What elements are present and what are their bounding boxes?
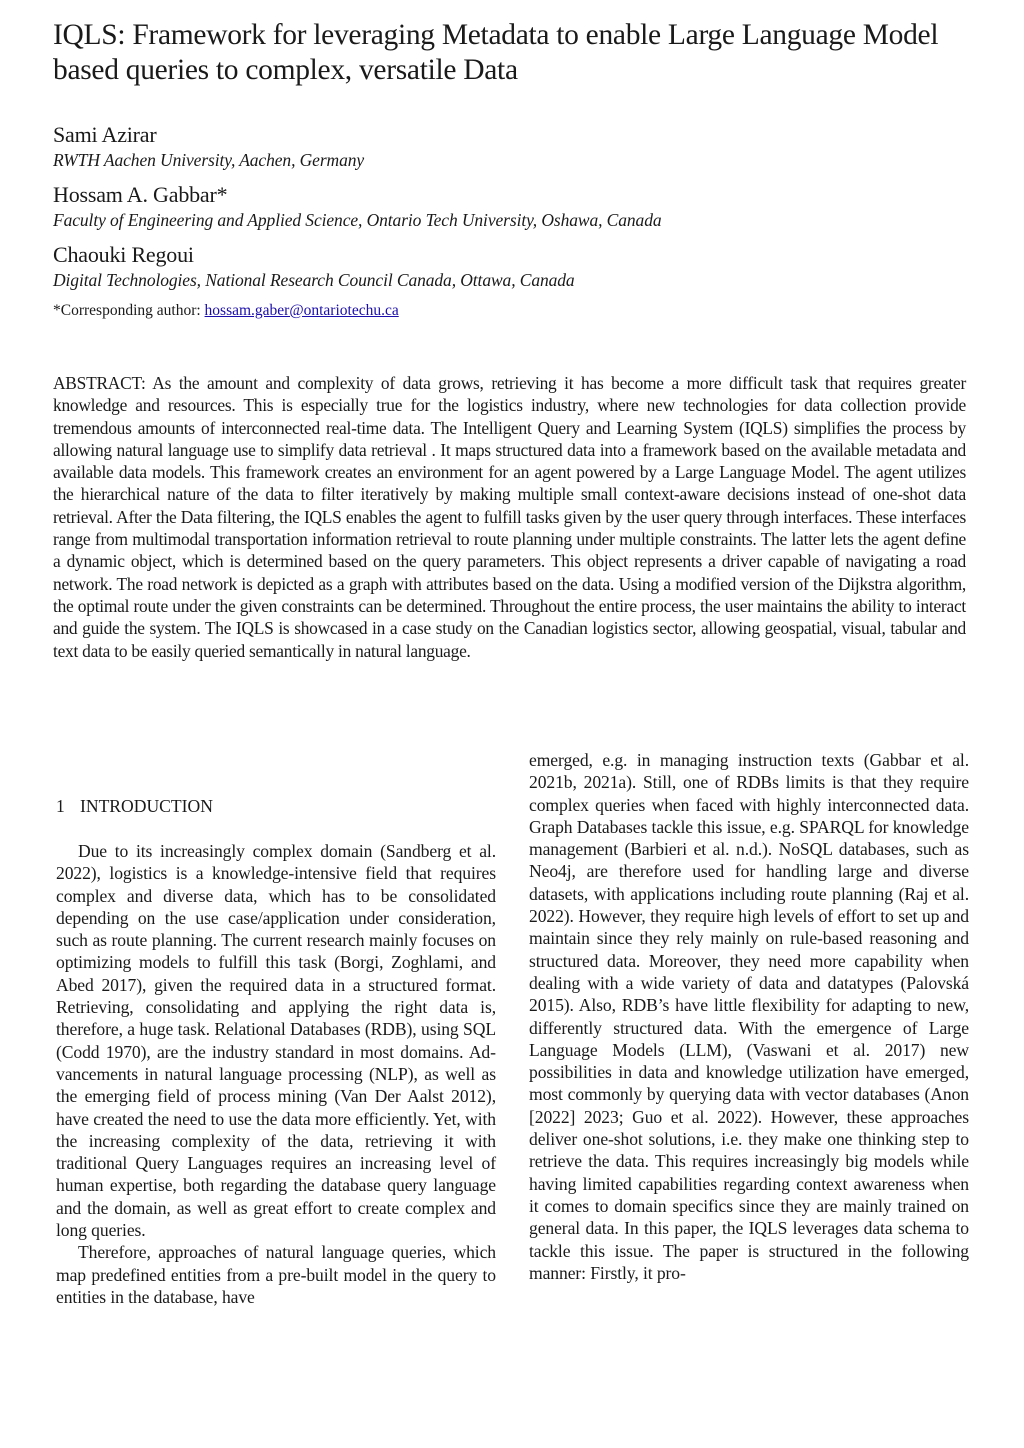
- author-affiliation: Digital Technologies, National Research Council Canada, Ottawa, Canada: [53, 270, 575, 290]
- author-entry: [53, 121, 973, 171]
- author-affiliation: Faculty of Engineering and Applied Science, Ontario Tech University, Oshawa, Canada: [53, 210, 662, 230]
- author-entry: [53, 181, 973, 231]
- corresponding-author-label: *Corresponding author:: [53, 302, 205, 319]
- author-name: Chaouki Regoui: [53, 242, 194, 267]
- section-title: INTRODUCTION: [80, 796, 213, 816]
- section-number: 1: [56, 796, 65, 816]
- author-affiliation: RWTH Aachen University, Aachen, Germany: [53, 150, 365, 170]
- paper-title: IQLS: Framework for leveraging Metadata to enable Large Language Model based queries to complex, versatile Data: [53, 19, 939, 86]
- right-column: [529, 749, 969, 1284]
- body-paragraph: emerged, e.g. in managing instruction texts (Gabbar et al. 2021b, 2021a). Still, one of RDBs limits is that they require complex queries when faced with highly interconnected data. Graph Databases tackle this issue, e.g. SPARQL for knowledge management (Barbieri et al. n.d.). NoSQL databases, such as Neo4j, are therefore used for handling large and diverse datasets, with applications including route planning (Raj et al. 2022). However, they require high levels of effort to set up and maintain since they rely mainly on rule-based reasoning and structured data. Moreover, they need more capability when dealing with a wide variety of data and datatypes (Palovská 2015). Also, RDB’s have little flexibility for adapting to new, differently structured data. With the emergence of Large Language Models (LLM), (Vaswani et al. 2017) new possibilities in data and knowledge utilization have emerged, most commonly by querying data with vector databases (Anon [2022] 2023; Guo et al. 2022). However, these approaches deliver one-shot solutions, i.e. they make one thinking step to retrieve the data. This requires increasingly big models while having limited capabilities regarding context awareness when it comes to domain specifics since they are mainly trained on general data. In this paper, the IQLS leverages data schema to tackle this issue. The paper is structured in the following manner: Firstly, it pro-: [529, 750, 969, 1283]
- section-heading: [56, 795, 496, 817]
- corresponding-author: [53, 301, 973, 321]
- body-paragraph: Due to its increasingly complex domain (Sandberg et al. 2022), logistics is a knowledge-intensive field that requires complex and diverse data, which has to be consolidated depending on the use case/application under consideration, such as route planning. The current research mainly focuses on optimizing models to fulfill this task (Borgi, Zoghlami, and Abed 2017), given the required data in a structured format. Retrieving, consolidating and applying the right data is, therefore, a huge task. Relational Databases (RDB), using SQL (Codd 1970), are the industry standard in most domains. Advancements in natural language processing (NLP), as well as the emerging field of process mining (Van Der Aalst 2012), have created the need to use the data more efficiently. Yet, with the increasing complexity of the data, retrieving it with traditional Query Languages requires an increasing level of human expertise, both regarding the database query language and the domain, as well as great effort to create complex and long queries.: [56, 841, 496, 1241]
- left-column: [56, 795, 496, 1308]
- author-entry: [53, 241, 973, 291]
- author-name: Sami Azirar: [53, 122, 157, 147]
- corresponding-author-email-link[interactable]: hossam.gaber@ontariotechu.ca: [204, 302, 399, 319]
- abstract: ABSTRACT: As the amount and complexity of data grows, retrieving it has become a more difficult task that requires greater knowledge and resources. This is especially true for the logistics industry, where new technologies for data collection provide tremendous amounts of interconnected real-time data. The Intelligent Query and Learning System (IQLS) simplifies the process by allowing natural language use to simplify data retrieval . It maps structured data into a framework based on the available metadata and available data models. This framework creates an environment for an agent powered by a Large Language Model. The agent utilizes the hierarchical nature of the data to filter iteratively by making multiple small context-aware decisions instead of one-shot data retrieval. After the Data filtering, the IQLS enables the agent to fulfill tasks given by the user query through interfaces. These interfaces range from multimodal transportation information retrieval to route planning under multiple constraints. The latter lets the agent define a dynamic object, which is determined based on the query parameters. This object represents a driver capable of navigating a road network. The road network is depicted as a graph with attributes based on the data. Using a modified version of the Dijkstra algorithm, the optimal route under the given constraints can be determined. Throughout the entire process, the user maintains the ability to interact and guide the system. The IQLS is showcased in a case study on the Canadian logistics sector, allowing geospatial, visual, tabular and text data to be easily queried semantically in natural language.: [53, 373, 966, 661]
- body-paragraph: Therefore, approaches of natural language queries, which map predefined entities from a pre-built model in the query to entities in the database, have: [56, 1242, 496, 1307]
- author-name: Hossam A. Gabbar*: [53, 182, 228, 207]
- author-block: [53, 121, 973, 321]
